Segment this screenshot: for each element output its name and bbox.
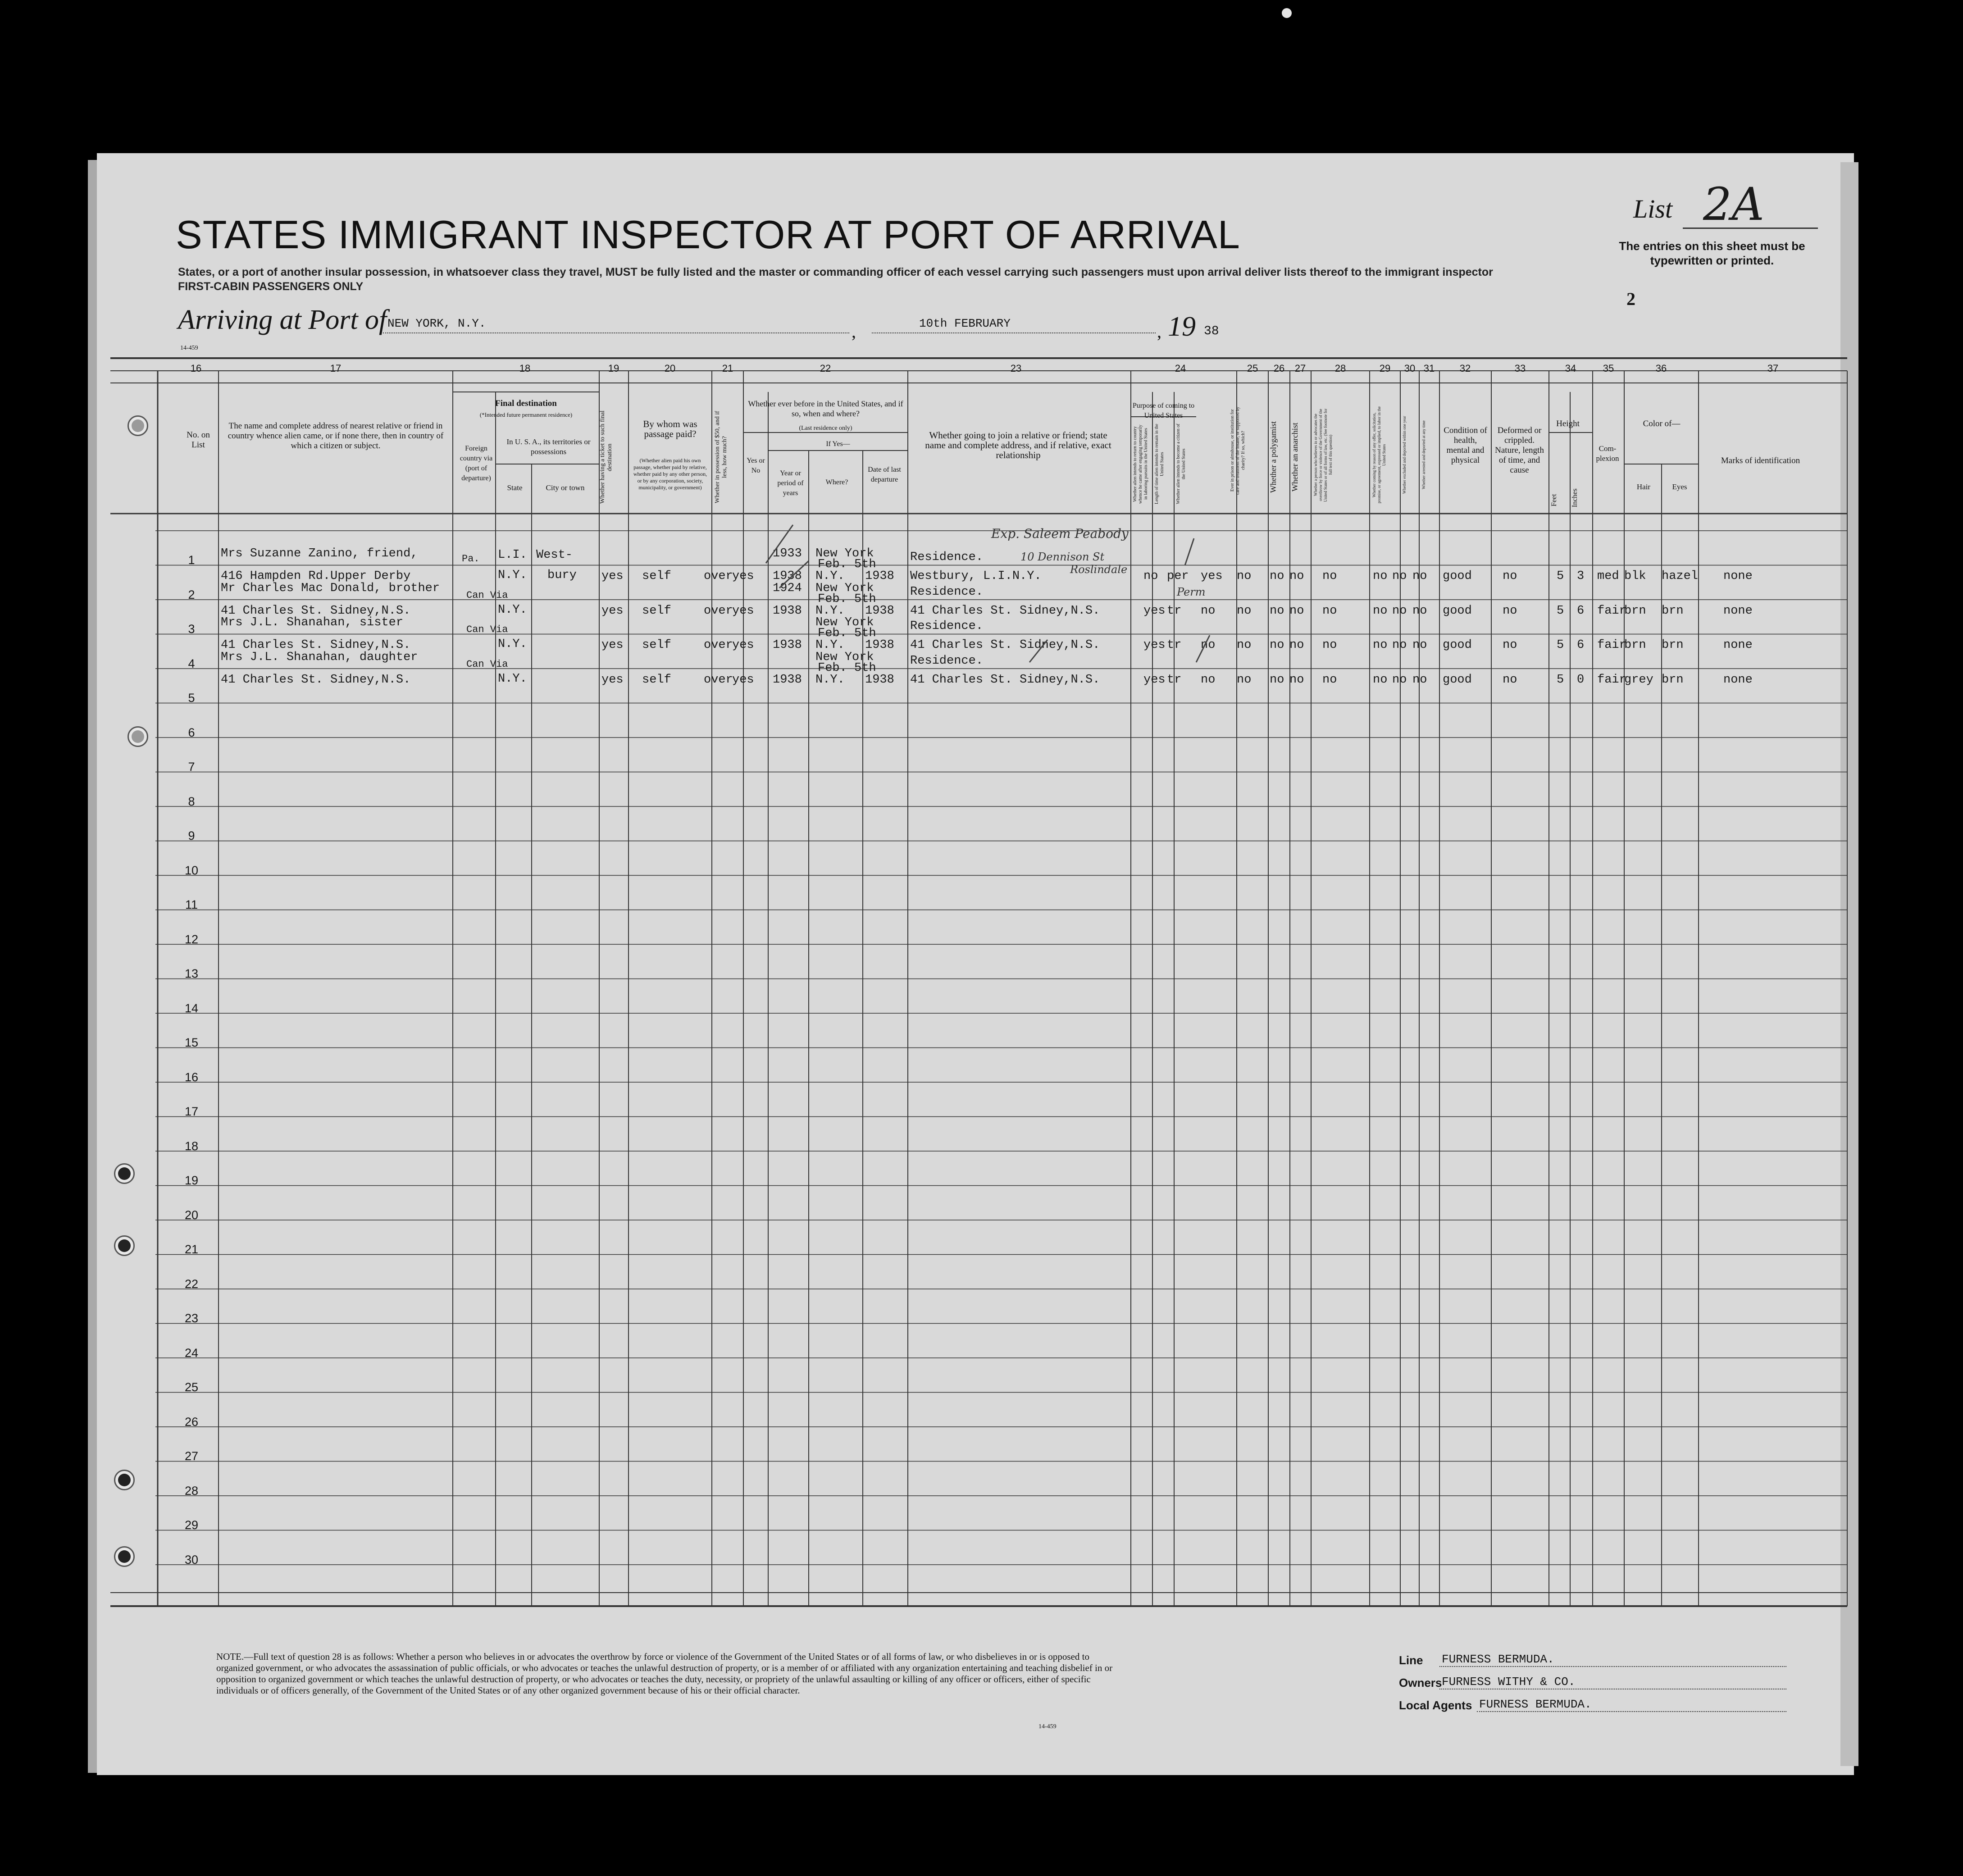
header-if-yes: If Yes— [826, 440, 850, 448]
entry-foreign: Can Via [466, 624, 508, 635]
entry-paid-by: self [642, 569, 671, 583]
entry-relative-line1: Mr Charles Mac Donald, brother [221, 582, 440, 595]
entry-join-line2: 41 Charles St. Sidney,N.S. [910, 638, 1100, 652]
handwritten-note-row2: 10 Dennison St [1020, 551, 1105, 563]
row-number: 12 [184, 932, 199, 946]
entry-ticket: yes [601, 604, 624, 618]
entry-relative-line1: Mrs Suzanne Zanino, friend, [221, 547, 418, 560]
arriving-label: Arriving at Port of [178, 305, 387, 335]
handwritten-note-row2c: Perm [1177, 586, 1206, 598]
comma: , [852, 321, 856, 342]
entry-anarchist: no [1289, 638, 1304, 652]
entry-q31: no [1412, 569, 1427, 583]
entry-where-line2: N.Y. [815, 604, 845, 618]
column-number: 23 [1010, 363, 1022, 374]
entry-health: good [1443, 673, 1472, 687]
entry-years-line1: 1933 [773, 547, 802, 560]
entry-deformed: no [1503, 604, 1517, 618]
handwritten-note-row1: Exp. Saleem Peabody [991, 526, 1129, 541]
header-marks: Marks of identification [1721, 456, 1800, 465]
entry-before: yes [732, 604, 754, 618]
entry-eyes: brn [1662, 604, 1684, 618]
entry-state-line2: N.Y. [498, 637, 527, 651]
header-final-destination: Final destination [495, 399, 557, 408]
entry-deformed: no [1503, 673, 1517, 687]
entry-health: good [1443, 638, 1472, 652]
entry-where-line2: N.Y. [815, 638, 845, 652]
entry-departure-line1: Feb. 5th [818, 592, 876, 606]
header-foreign-country: Foreign country via (port of departure) [460, 445, 493, 482]
line-label: Line [1399, 1653, 1423, 1667]
header-city: City or town [546, 483, 585, 492]
entry-citizen: no [1201, 638, 1216, 652]
entry-complexion: fair [1597, 638, 1626, 652]
column-number: 31 [1423, 363, 1435, 374]
entry-departure-line1: Feb. 5th [818, 558, 876, 571]
entry-relative-line1: Mrs J.L. Shanahan, daughter [221, 651, 418, 664]
header-ticket: Whether having a ticket to such final destination [599, 410, 613, 504]
entry-inches: 6 [1577, 638, 1585, 652]
header-health: Condition of health, mental and physical [1444, 426, 1487, 465]
header-color-of: Color of— [1643, 419, 1681, 428]
row-number: 7 [188, 760, 195, 774]
check-stroke [1029, 640, 1048, 662]
entry-deformed: no [1503, 638, 1517, 652]
header-where: Where? [825, 478, 848, 486]
header-in-usa: In U. S. A., its territories or possessions [506, 437, 591, 456]
list-label: List [1633, 194, 1673, 223]
entry-city-line1: West- [536, 548, 573, 562]
entry-eyes: hazel [1662, 569, 1699, 583]
entry-paid-by: self [642, 673, 671, 687]
row-number: 5 [188, 691, 195, 705]
entry-relative-line1: Mrs J.L. Shanahan, sister [221, 616, 404, 629]
entry-departure-line2: 1938 [865, 673, 894, 687]
entry-before: yes [732, 569, 754, 583]
column-number: 29 [1379, 363, 1391, 374]
column-number: 24 [1175, 363, 1186, 374]
header-q31: Whether arrested and deported at any time [1421, 420, 1426, 490]
year-prefix: 19 [1168, 311, 1196, 342]
entry-q29: no [1373, 673, 1388, 687]
entry-years-line2: 1938 [773, 638, 802, 652]
check-stroke [766, 525, 793, 563]
date-value: 10th FEBRUARY [919, 317, 1011, 330]
column-number: 16 [190, 363, 202, 374]
form-number-bottom: 14-459 [1038, 1723, 1057, 1730]
page-number: 2 [1626, 289, 1635, 309]
check-stroke [1196, 635, 1210, 662]
header-no-on-list: No. on List [187, 430, 210, 450]
line-value: FURNESS BERMUDA. [1442, 1653, 1554, 1666]
entry-marks: none [1723, 673, 1753, 687]
list-number: 2A [1703, 178, 1764, 231]
entry-anarchist: no [1289, 569, 1304, 583]
row-number: 10 [184, 863, 199, 877]
entry-q28: no [1322, 604, 1337, 618]
column-number: 27 [1294, 363, 1306, 374]
first-cabin-label: FIRST-CABIN PASSENGERS ONLY [178, 280, 364, 293]
entry-health: good [1443, 604, 1472, 618]
entry-relative-sup: Pa. [462, 553, 480, 565]
row-number: 23 [184, 1311, 199, 1325]
column-number: 30 [1404, 363, 1416, 374]
entry-anarchist: no [1289, 604, 1304, 618]
row-number: 1 [188, 553, 195, 567]
entry-years-line2: 1938 [773, 569, 802, 583]
entry-feet: 5 [1557, 638, 1564, 652]
entry-money: over [704, 673, 733, 687]
header-purpose-length: Length of time alien intends to remain in the United States [1154, 423, 1165, 505]
agents-label: Local Agents [1399, 1698, 1472, 1712]
header-purpose-citizen: Whether alien intends to become a citizen of the United States [1176, 423, 1186, 505]
header-feet: Feet [1550, 494, 1558, 506]
row-number: 14 [184, 1001, 199, 1015]
entry-hair: brn [1624, 638, 1646, 652]
entry-inches: 3 [1577, 569, 1585, 583]
entry-before: yes [732, 673, 754, 687]
header-purpose-return: Whether alien intends to return to country whence he came after engaging temporarily in laboring pursuits in the United States [1133, 424, 1148, 504]
row-number: 2 [188, 587, 195, 601]
entry-complexion: fair [1597, 673, 1626, 687]
check-stroke [1185, 538, 1194, 565]
entry-polygamist: no [1270, 673, 1284, 687]
column-number: 36 [1655, 363, 1667, 374]
entry-paid-by: self [642, 604, 671, 618]
row-number: 22 [184, 1277, 199, 1291]
entry-return: no [1143, 569, 1158, 583]
entry-years-line2: 1938 [773, 673, 802, 687]
entry-join-line1: Residence. [910, 654, 984, 668]
entry-before: yes [732, 638, 754, 652]
entry-feet: 5 [1557, 569, 1564, 583]
column-number: 37 [1767, 363, 1779, 374]
entry-deformed: no [1503, 569, 1517, 583]
entry-eyes: brn [1662, 673, 1684, 687]
entry-money: over [704, 604, 733, 618]
entry-return: yes [1143, 638, 1166, 652]
entry-join-line1: Residence. [910, 585, 984, 599]
entry-complexion: fair [1597, 604, 1626, 618]
entry-state-line2: N.Y. [498, 672, 527, 686]
entry-anarchist: no [1289, 673, 1304, 687]
row-number: 16 [184, 1070, 199, 1084]
entry-paid-by: self [642, 638, 671, 652]
entry-q31: no [1412, 638, 1427, 652]
header-year: Year or period of years [777, 469, 804, 497]
entry-state-line2: N.Y. [498, 603, 527, 617]
header-q30: Whether excluded and deported within one year [1402, 416, 1407, 494]
entry-ticket: yes [601, 638, 624, 652]
agents-value: FURNESS BERMUDA. [1479, 1698, 1592, 1711]
row-number: 21 [184, 1243, 199, 1256]
entry-marks: none [1723, 604, 1753, 618]
row-number: 20 [184, 1208, 199, 1222]
entry-length: per [1167, 569, 1189, 583]
row-number: 17 [184, 1105, 199, 1118]
punch-hole [128, 415, 148, 436]
row-number: 24 [184, 1346, 199, 1360]
row-number: 18 [184, 1139, 199, 1153]
entry-money: over [704, 638, 733, 652]
header-passage-paid-sub: (Whether alien paid his own passage, whether paid by relative, whether paid by any other person, or by any corporation, society, municipality, or government) [633, 457, 707, 491]
entry-relative-line2: 41 Charles St. Sidney,N.S. [221, 638, 411, 652]
entry-join-line1: Residence. [910, 551, 984, 564]
entry-length: tr [1167, 638, 1182, 652]
entry-q28: no [1322, 673, 1337, 687]
entry-relative-line2: 416 Hampden Rd.Upper Derby [221, 569, 411, 583]
owners-label: Owners [1399, 1676, 1442, 1689]
entry-where-line1: New York [815, 616, 874, 629]
entry-citizen: no [1201, 673, 1216, 687]
entry-where-line2: N.Y. [815, 569, 845, 583]
entry-relative-line2: 41 Charles St. Sidney,N.S. [221, 604, 411, 618]
entry-q29: no [1373, 604, 1388, 618]
header-anarchist: Whether an anarchist [1290, 423, 1299, 492]
entry-length: tr [1167, 604, 1182, 618]
header-state: State [507, 483, 523, 492]
entry-q31: no [1412, 673, 1427, 687]
row-number: 29 [184, 1518, 199, 1532]
row-number: 15 [184, 1036, 199, 1049]
entry-prison: no [1237, 604, 1252, 618]
entry-q31: no [1412, 604, 1427, 618]
entry-return: yes [1143, 673, 1166, 687]
header-height: Height [1556, 419, 1580, 428]
entry-inches: 6 [1577, 604, 1585, 618]
column-number: 20 [664, 363, 676, 374]
entry-marks: none [1723, 569, 1753, 583]
header-q28: Whether a person who believes in or advocates the overthrow by force or violence of the Government of the United States or of all forms of law, etc. (See footnote for full text of this question) [1313, 408, 1333, 502]
punch-hole [114, 1235, 135, 1256]
header-deformed: Deformed or crippled. Nature, length of time, and cause [1495, 426, 1544, 475]
entry-where-line1: New York [815, 651, 874, 664]
row-number: 30 [184, 1553, 199, 1566]
column-number: 18 [519, 363, 531, 374]
entry-money: over [704, 569, 733, 583]
form-title: STATES IMMIGRANT INSPECTOR AT PORT OF ARRIVAL [176, 212, 1240, 257]
row-number: 26 [184, 1415, 199, 1429]
column-number: 22 [820, 363, 831, 374]
entry-q30: no [1392, 569, 1407, 583]
entry-where-line1: New York [815, 547, 874, 560]
header-ever-before: Whether ever before in the United States, and if so, when and where? [748, 399, 903, 418]
header-join-relative: Whether going to join a relative or friend; state name and complete address, and if relative, exact relationship [925, 430, 1111, 460]
column-number: 25 [1247, 363, 1258, 374]
entry-departure-line1: Feb. 5th [818, 627, 876, 640]
entry-health: good [1443, 569, 1472, 583]
column-number: 19 [608, 363, 619, 374]
header-purpose: Purpose of coming to United States [1132, 402, 1195, 419]
entry-polygamist: no [1270, 638, 1284, 652]
row-number: 4 [188, 656, 195, 670]
entry-join-line1: Residence. [910, 619, 984, 633]
column-number: 28 [1334, 363, 1346, 374]
row-number: 8 [188, 794, 195, 808]
row-number: 28 [184, 1484, 199, 1498]
entry-join-line2: 41 Charles St. Sidney,N.S. [910, 673, 1100, 687]
entry-ticket: yes [601, 673, 624, 687]
entry-polygamist: no [1270, 569, 1284, 583]
entry-polygamist: no [1270, 604, 1284, 618]
owners-value: FURNESS WITHY & CO. [1442, 1675, 1576, 1689]
entry-departure-line2: 1938 [865, 569, 894, 583]
header-money: Whether in possession of $50, and if less, how much? [714, 411, 728, 504]
entry-departure-line1: Feb. 5th [818, 661, 876, 675]
column-number: 34 [1565, 363, 1576, 374]
entry-where-line2: N.Y. [815, 673, 845, 687]
column-number: 21 [722, 363, 733, 374]
header-ever-before-sub: (Last residence only) [799, 425, 852, 432]
header-prison: Ever in prison or almshouse, or institution for care and treatment of the insane, or supported by charity? If so, which? [1230, 406, 1246, 495]
port-value: NEW YORK, N.Y. [387, 317, 486, 330]
punch-hole [114, 1546, 135, 1567]
header-eyes: Eyes [1672, 483, 1687, 491]
entry-citizen: no [1201, 604, 1216, 618]
entry-q30: no [1392, 673, 1407, 687]
entry-join-line2: 41 Charles St. Sidney,N.S. [910, 604, 1100, 618]
row-number: 3 [188, 622, 195, 636]
entry-feet: 5 [1557, 673, 1564, 687]
entry-hair: blk [1624, 569, 1646, 583]
form-subtitle: States, or a port of another insular possession, in whatsoever class they travel, MUST be fully listed and the master or commanding officer of each vessel carrying such passengers must upon arrival deliver lists thereof to the immigrant inspector [178, 266, 1493, 278]
footnote-question-28: NOTE.—Full text of question 28 is as follows: Whether a person who believes in or advocates the overthrow by force or violence of the Government of the United States or of all forms of law, or who disbelieves in or is opposed to organized government, or who advocates the assassination of public officials, or who advocates or teaches the unlawful destruction of property, or is a member of or affiliated with any organization entertaining and teaching disbelief in or opposition to organized government or which teaches the unlawful destruction of property, or who advocates or teaches the duty, necessity, or propriety of the unlawful assaulting or killing of any officer or officers, either of specific individuals or of officers generally, of the Government of the United States or of any other organized government because of his or their official character. [216, 1651, 1113, 1696]
entry-join-line2: Westbury, L.I.N.Y. [910, 569, 1042, 583]
row-number: 27 [184, 1449, 199, 1463]
comma-2: , [1157, 321, 1161, 342]
entry-departure-line2: 1938 [865, 638, 894, 652]
entry-q29: no [1373, 638, 1388, 652]
entry-inches: 0 [1577, 673, 1585, 687]
header-date-departure: Date of last departure [868, 466, 901, 483]
entry-prison: no [1237, 673, 1252, 687]
entry-years-line1: 1924 [773, 582, 802, 595]
entry-eyes: brn [1662, 638, 1684, 652]
entry-marks: none [1723, 638, 1753, 652]
entry-relative-line2: 41 Charles St. Sidney,N.S. [221, 673, 411, 687]
entry-city-line2: bury [547, 569, 577, 582]
row-number: 9 [188, 829, 195, 842]
punch-hole [114, 1163, 135, 1184]
column-number: 17 [330, 363, 342, 374]
line-underline [1439, 1666, 1786, 1667]
row-number: 25 [184, 1380, 199, 1394]
year-suffix: 38 [1204, 324, 1219, 338]
header-polygamist: Whether a polygamist [1269, 421, 1278, 493]
entry-state-line2: N.Y. [498, 569, 527, 582]
header-relative-address: The name and complete address of nearest relative or friend in country whence alien came, or if none there, then in country of which a citizen or subject. [228, 421, 444, 451]
header-yes-no: Yes or No [747, 457, 765, 474]
entry-departure-line2: 1938 [865, 604, 894, 618]
check-stroke [779, 561, 809, 588]
entry-hair: grey [1624, 673, 1653, 687]
header-passage-paid: By whom was passage paid? [643, 419, 697, 439]
entry-complexion: med [1597, 569, 1619, 583]
entry-q30: no [1392, 604, 1407, 618]
column-number: 32 [1459, 363, 1471, 374]
typewritten-note: The entries on this sheet must be typewritten or printed. [1619, 239, 1805, 267]
row-number: 11 [185, 898, 198, 911]
agents-underline [1477, 1711, 1786, 1712]
entry-prison: no [1237, 638, 1252, 652]
entry-citizen: yes [1201, 569, 1223, 583]
entry-q28: no [1322, 638, 1337, 652]
header-q29: Whether coming by reason of any offer, solicitation, promise, or agreement, expressed or implied, to labor in the United States [1372, 406, 1386, 504]
column-number: 33 [1514, 363, 1526, 374]
punch-hole [114, 1470, 135, 1490]
punch-hole [128, 726, 148, 747]
entry-q28: no [1322, 569, 1337, 583]
row-number: 19 [184, 1174, 199, 1187]
entry-hair: brn [1624, 604, 1646, 618]
entry-where-line1: New York [815, 582, 874, 595]
header-inches: Inches [1571, 488, 1579, 507]
entry-return: yes [1143, 604, 1166, 618]
entry-foreign: Can Via [466, 659, 508, 670]
row-number: 13 [184, 967, 199, 980]
entry-ticket: yes [601, 569, 624, 583]
header-hair: Hair [1636, 483, 1651, 491]
header-final-destination-sub: (*Intended future permanent residence) [479, 411, 573, 418]
entry-feet: 5 [1557, 604, 1564, 618]
entry-years-line2: 1938 [773, 604, 802, 618]
row-number: 6 [188, 725, 195, 739]
entry-q29: no [1373, 569, 1388, 583]
entry-prison: no [1237, 569, 1252, 583]
entry-q30: no [1392, 638, 1407, 652]
column-number: 35 [1603, 363, 1614, 374]
entry-length: tr [1167, 673, 1182, 687]
column-number: 26 [1273, 363, 1285, 374]
entry-state-line1: L.I. [498, 548, 527, 562]
entry-foreign: Can Via [466, 590, 508, 601]
handwritten-note-row2b: Roslindale [1070, 563, 1128, 576]
form-number-top: 14-459 [180, 345, 198, 351]
header-complexion: Com- plexion [1596, 444, 1619, 463]
